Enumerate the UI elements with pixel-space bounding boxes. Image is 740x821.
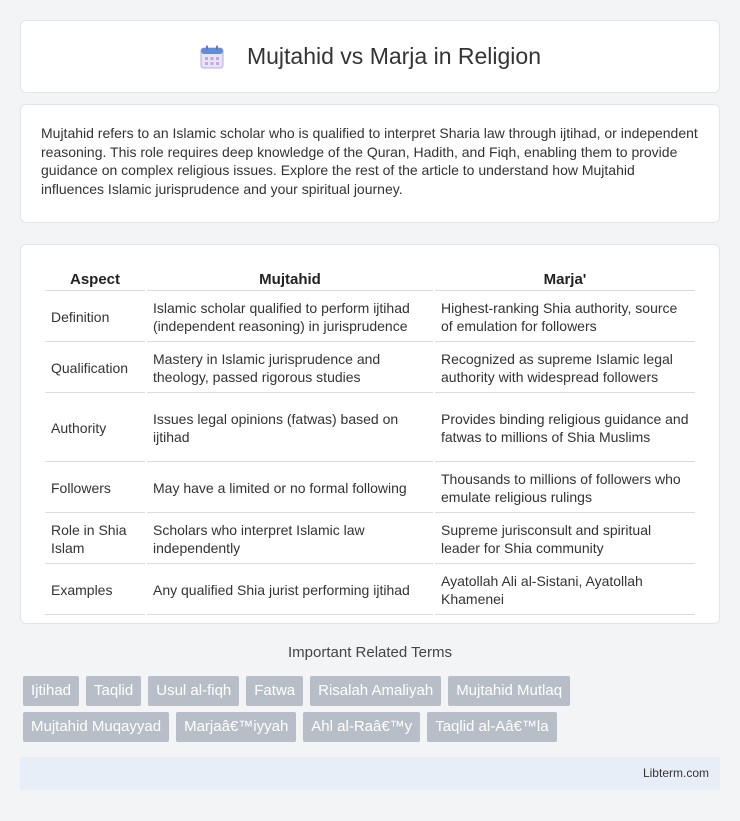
row-mujtahid: Any qualified Shia jurist performing ijtihad	[147, 566, 433, 615]
footer-site-link[interactable]: Libterm.com	[642, 766, 709, 780]
row-aspect: Qualification	[45, 344, 145, 393]
table-header-row	[45, 263, 695, 291]
header-aspect: Aspect	[45, 263, 145, 291]
row-mujtahid: Islamic scholar qualified to perform ijtihad (independent reasoning) in jurisprudence	[147, 293, 433, 342]
intro-card	[20, 104, 720, 223]
tag-link[interactable]: Ahl al-Raâ€™y	[303, 712, 420, 742]
row-mujtahid: Scholars who interpret Islamic law independently	[147, 515, 433, 564]
tag-link[interactable]: Taqlid	[86, 676, 141, 706]
row-marja: Highest-ranking Shia authority, source of emulation for followers	[435, 293, 695, 342]
tag-link[interactable]: Mujtahid Mutlaq	[448, 676, 570, 706]
comparison-table	[43, 261, 697, 617]
header-marja: Marja'	[435, 263, 695, 291]
row-aspect: Definition	[45, 293, 145, 342]
footer	[20, 757, 720, 790]
table-row	[45, 566, 695, 615]
row-aspect: Authority	[45, 395, 145, 462]
tag-link[interactable]: Usul al-fiqh	[148, 676, 239, 706]
calendar-icon	[199, 44, 225, 70]
row-mujtahid: Mastery in Islamic jurisprudence and theology, passed rigorous studies	[147, 344, 433, 393]
tag-link[interactable]: Marjaâ€™iyyah	[176, 712, 296, 742]
row-marja: Recognized as supreme Islamic legal authority with widespread followers	[435, 344, 695, 393]
related-terms-heading: Important Related Terms	[288, 644, 452, 661]
table-row	[45, 395, 695, 462]
row-marja: Provides binding religious guidance and fatwas to millions of Shia Muslims	[435, 395, 695, 462]
tag-link[interactable]: Risalah Amaliyah	[310, 676, 441, 706]
title-card	[20, 20, 720, 93]
row-aspect: Examples	[45, 566, 145, 615]
tag-link[interactable]: Taqlid al-Aâ€™la	[427, 712, 556, 742]
table-row	[45, 464, 695, 513]
row-marja: Thousands to millions of followers who emulate religious rulings	[435, 464, 695, 513]
table-row	[45, 515, 695, 564]
table-row	[45, 293, 695, 342]
comparison-card	[20, 244, 720, 624]
intro-text: Mujtahid refers to an Islamic scholar who is qualified to interpret Sharia law through ijtihad, or independent reasoning. This role requires deep knowledge of the Quran, Hadith, and Fiqh, enabling them to provide guidance on complex religious issues. Explore the rest of the article to understand how Mujtahid influences Islamic jurisprudence and your spiritual journey.	[41, 125, 698, 197]
header-mujtahid: Mujtahid	[147, 263, 433, 291]
table-row	[45, 344, 695, 393]
row-marja: Ayatollah Ali al-Sistani, Ayatollah Khamenei	[435, 566, 695, 615]
row-mujtahid: May have a limited or no formal following	[147, 464, 433, 513]
page-title: Mujtahid vs Marja in Religion	[246, 43, 541, 69]
row-aspect: Role in Shia Islam	[45, 515, 145, 564]
tag-link[interactable]: Mujtahid Muqayyad	[23, 712, 169, 742]
tag-link[interactable]: Ijtihad	[23, 676, 79, 706]
row-mujtahid: Issues legal opinions (fatwas) based on ijtihad	[147, 395, 433, 462]
related-tags	[23, 676, 723, 742]
tag-link[interactable]: Fatwa	[246, 676, 303, 706]
row-aspect: Followers	[45, 464, 145, 513]
row-marja: Supreme jurisconsult and spiritual leader for Shia community	[435, 515, 695, 564]
